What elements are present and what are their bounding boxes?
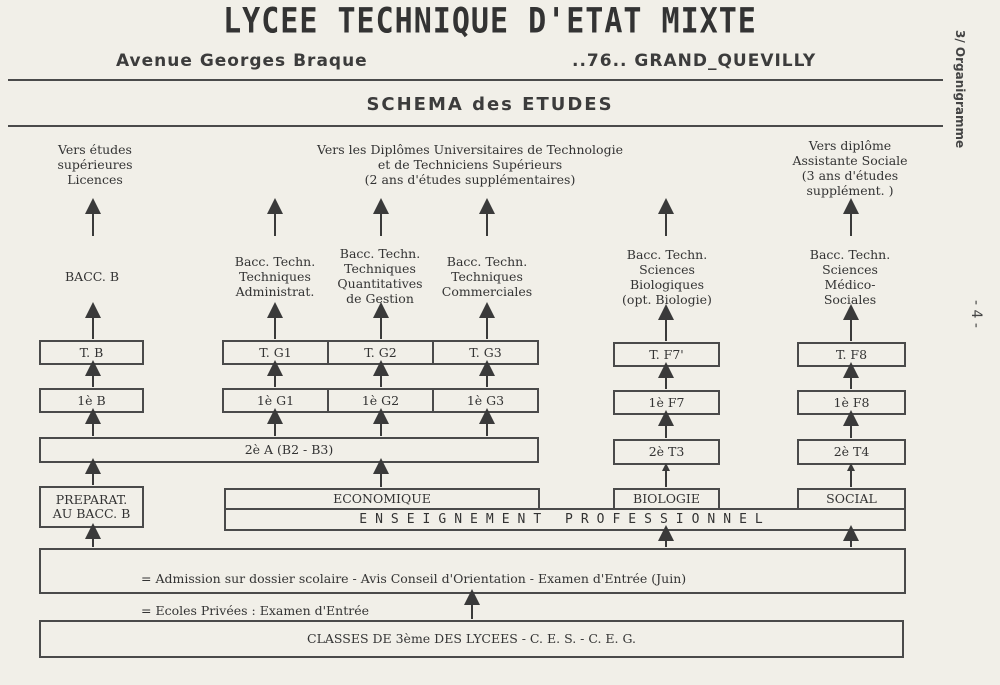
box-t-f7: T. F7' [613, 342, 720, 367]
box-t-f8: T. F8 [797, 342, 906, 367]
box-1-g2: 1è G2 [327, 388, 434, 413]
bacc-g3: Bacc. Techn. Techniques Commerciales [441, 254, 533, 299]
box-2-a: 2è A (B2 - B3) [39, 437, 539, 463]
box-1-f8: 1è F8 [797, 390, 906, 415]
page-number: - 4 - [968, 300, 984, 328]
bacc-f7: Bacc. Techn. Sciences Biologiques (opt. Biologie) [622, 247, 712, 307]
school-title: LYCEE TECHNIQUE D'ETAT MIXTE [223, 1, 757, 42]
box-social: SOCIAL [797, 488, 906, 510]
schema-title: SCHEMA des ETUDES [366, 94, 614, 115]
note-diplomes: Vers les Diplômes Universitaires de Technologie et de Techniciens Supérieurs (2 ans d'études supplémentaires) [317, 142, 623, 187]
box-t-g1: T. G1 [222, 340, 329, 365]
box-1-g1: 1è G1 [222, 388, 329, 413]
box-t-g2: T. G2 [327, 340, 434, 365]
box-t-b: T. B [39, 340, 144, 365]
box-economique: ECONOMIQUE [224, 488, 540, 510]
box-2-t4: 2è T4 [797, 439, 906, 465]
box-enseignement-professionnel: ENSEIGNEMENT PROFESSIONNEL [224, 508, 906, 531]
admission-line-2: = Ecoles Privées : Examen d'Entrée [141, 603, 370, 618]
bacc-f8: Bacc. Techn. Sciences Médico- Sociales [809, 247, 891, 307]
bacc-b: BACC. B [64, 269, 120, 284]
side-label: 3/ Organigramme [953, 30, 967, 149]
box-t-g3: T. G3 [432, 340, 539, 365]
note-licences: Vers études supérieures Licences [57, 142, 133, 187]
box-1-f7: 1è F7 [613, 390, 720, 415]
box-classes-3eme: CLASSES DE 3ème DES LYCEES - C. E. S. - C. E. G. [39, 620, 904, 658]
admission-line-1: = Admission sur dossier scolaire - Avis Conseil d'Orientation - Examen d'Entrée (Juin) [141, 571, 687, 586]
box-1-g3: 1è G3 [432, 388, 539, 413]
box-preparat: PREPARAT. AU BACC. B [39, 486, 144, 528]
address-street: Avenue Georges Braque [116, 51, 368, 71]
box-biologie: BIOLOGIE [613, 488, 720, 510]
box-2-t3: 2è T3 [613, 439, 720, 465]
bacc-g1: Bacc. Techn. Techniques Administrat. [234, 254, 316, 299]
address-city: ..76.. GRAND_QUEVILLY [572, 51, 817, 71]
note-assistante: Vers diplôme Assistante Sociale (3 ans d'études supplément. ) [792, 138, 908, 198]
box-1-b: 1è B [39, 388, 144, 413]
bacc-g2: Bacc. Techn. Techniques Quantitatives de Gestion [337, 246, 423, 306]
